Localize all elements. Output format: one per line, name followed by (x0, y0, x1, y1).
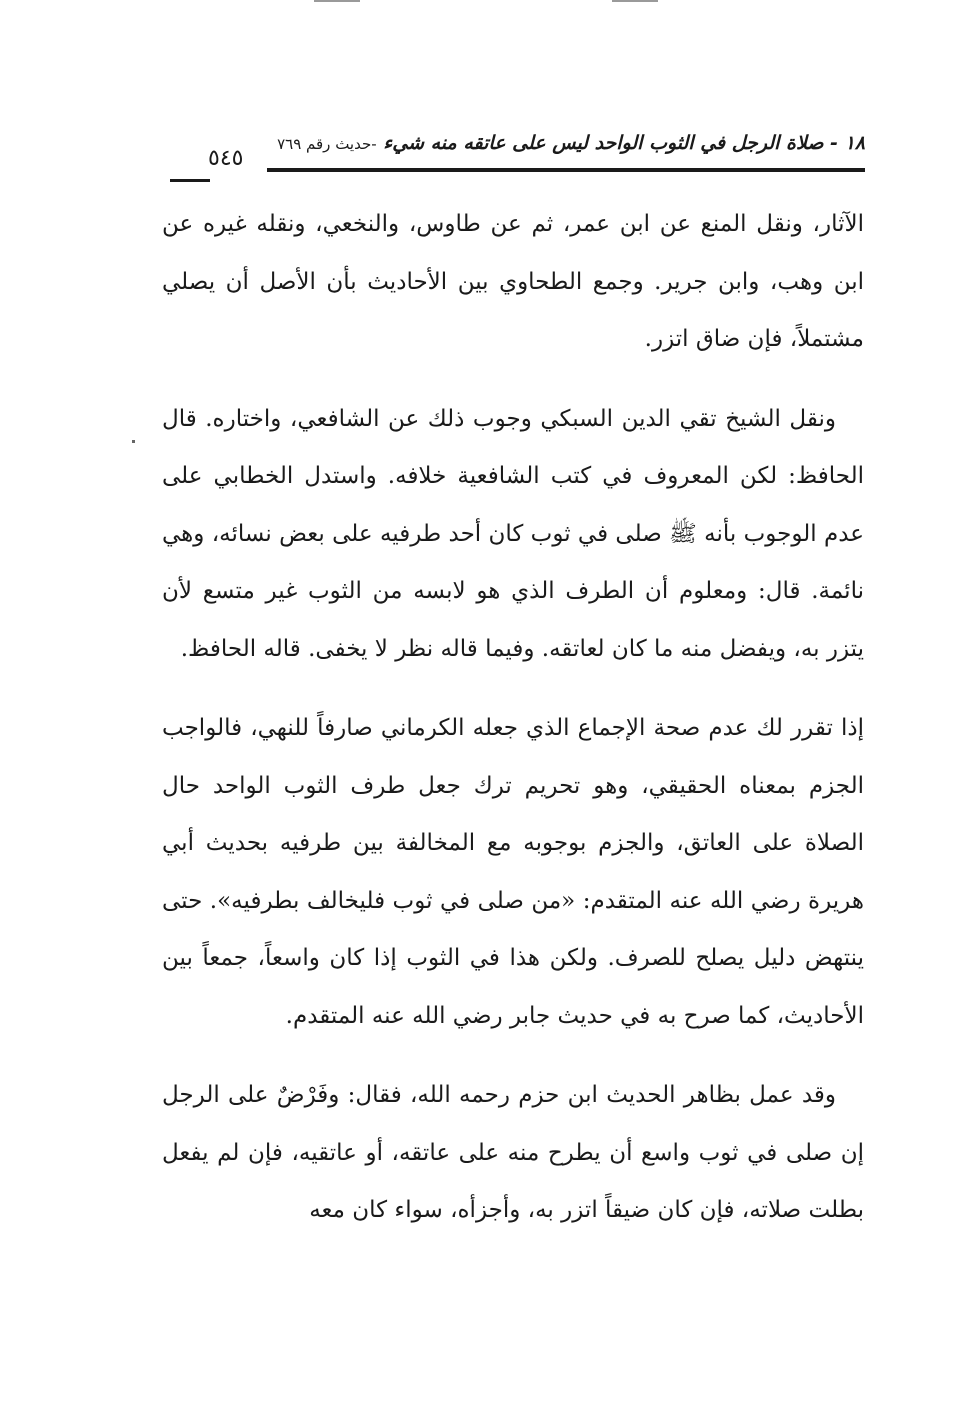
page-number: ٥٤٥ (208, 146, 244, 171)
page-number-dash (170, 179, 210, 182)
running-header (170, 128, 865, 188)
paragraph: إذا تقرر لك عدم صحة الإجماع الذي جعله الكرماني صارفاً للنهي، فالواجب الجزم بمعناه الحقيقي، وهو تحريم ترك جعل طرف الثوب الواحد حال الصلاة على العاتق، والجزم بوجوبه مع المخالفة بين طرفيه بحديث أبي هريرة رضي الله عنه المتقدم: «من صلى في ثوب فليخالف بطرفيه». حتى ينتهض دليل يصلح للصرف. ولكن هذا في الثوب إذا كان واسعاً، جمعاً بين الأحاديث، كما صرح به في حديث جابر رضي الله عنه المتقدم. (162, 715, 864, 1029)
scan-edge-mark (314, 0, 360, 2)
page-body (162, 196, 864, 1262)
paragraph: ونقل الشيخ تقي الدين السبكي وجوب ذلك عن الشافعي، واختاره. قال الحافظ: لكن المعروف في كتب الشافعية خلافه. واستدل الخطابي على عدم الوجوب بأنه ﷺ صلى في ثوب كان أحد طرفيه على بعض نسائه، وهي نائمة. قال: ومعلوم أن الطرف الذي هو لابسه من الثوب غير متسع لأن يتزر به، ويفضل منه ما كان لعاتقه. وفيما قاله نظر لا يخفى. قاله الحافظ. (162, 405, 864, 662)
chapter-title (277, 128, 865, 159)
paragraph: الآثار، ونقل المنع عن ابن عمر، ثم عن طاوس، والنخعي، ونقله غيره عن ابن وهب، وابن جرير. وجمع الطحاوي بين الأحاديث بأن الأصل أن يصلي مشتملاً، فإن ضاق اتزر. (162, 211, 864, 352)
hadith-reference: -حديث رقم ٧٦٩ (277, 135, 377, 153)
paragraph: وقد عمل بظاهر الحديث ابن حزم رحمه الله، فقال: وفَرْضٌ على الرجل إن صلى في ثوب واسع أن يطرح منه على عاتقه، أو عاتقيه، فإن لم يفعل بطلت صلاته، فإن كان ضيقاً اتزر به، وأجزأه، سواء كان معه (162, 1082, 864, 1223)
header-rule (267, 168, 865, 172)
scan-speck (132, 440, 135, 443)
chapter-title-text: ١٨ - صلاة الرجل في الثوب الواحد ليس على عاتقه منه شيء (383, 132, 865, 154)
scan-edge-mark (612, 0, 658, 2)
